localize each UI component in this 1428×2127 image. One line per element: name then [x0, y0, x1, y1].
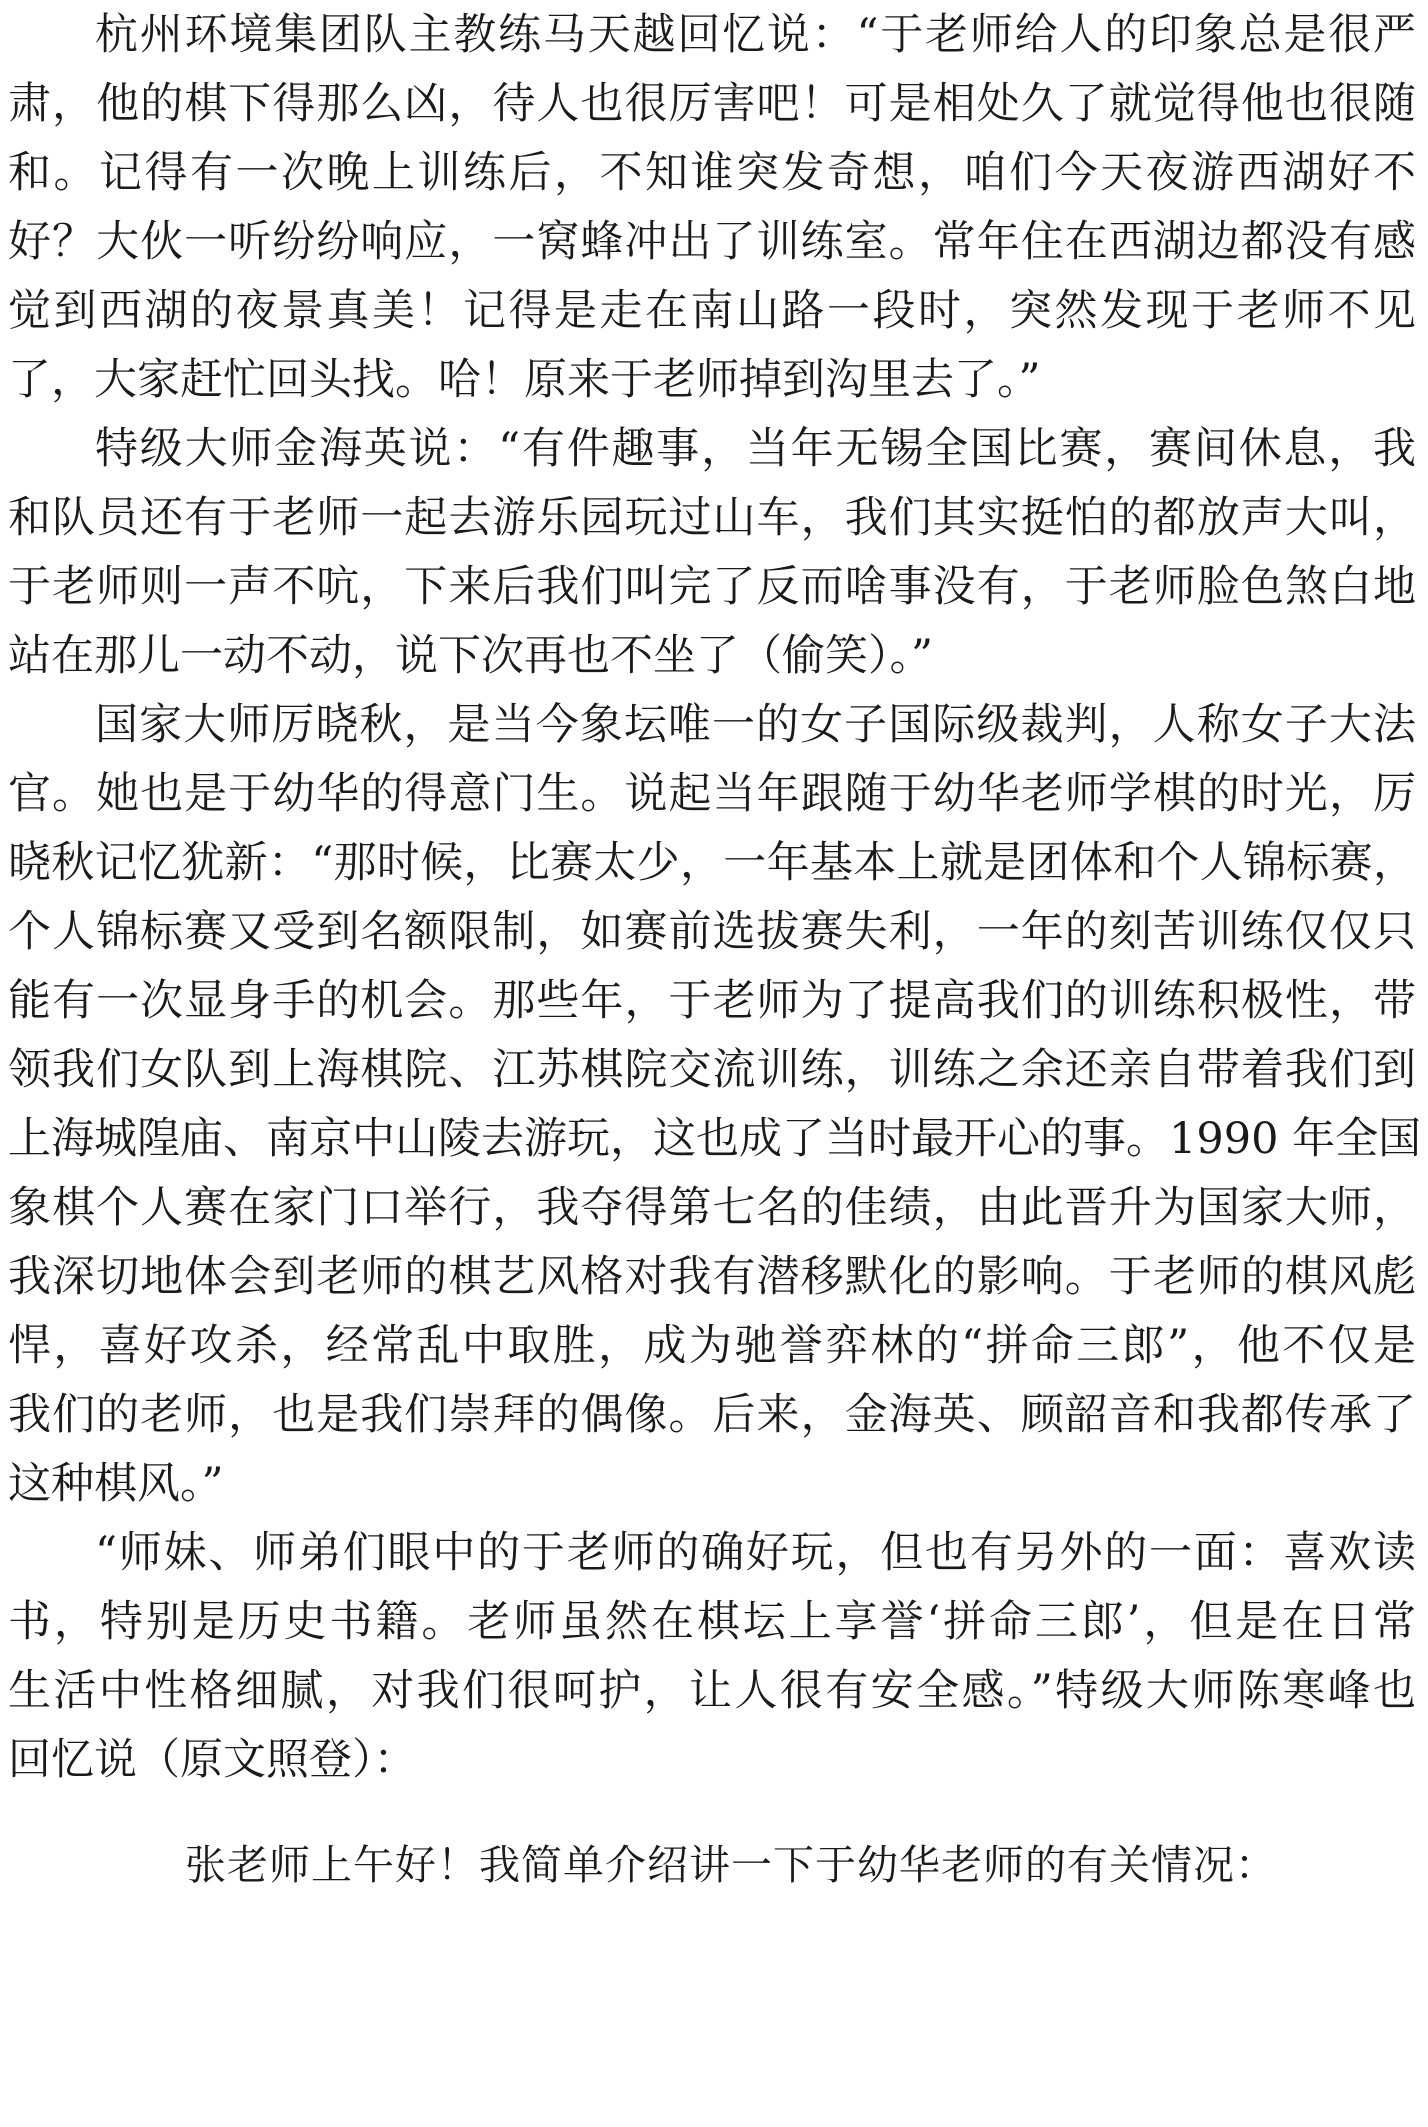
paragraph-4-line-1: “师妹、师弟们眼中的于老师的确好玩，但也有另外的一面：喜欢读 [95, 1528, 1416, 1578]
paragraph-3-line-1: 国家大师厉晓秋，是当今象坛唯一的女子国际级裁判，人称女子大法 [95, 700, 1416, 750]
paragraph-3-line-3: 晓秋记忆犹新：“那时候，比赛太少，一年基本上就是团体和个人锦标赛， [8, 838, 1416, 888]
paragraph-4-line-2: 书，特别是历史书籍。老师虽然在棋坛上享誉‘拼命三郎’，但是在日常 [8, 1597, 1416, 1647]
paragraph-2-line-2: 和队员还有于老师一起去游乐园玩过山车，我们其实挺怕的都放声大叫， [8, 493, 1416, 543]
paragraph-3-line-5: 能有一次显身手的机会。那些年，于老师为了提高我们的训练积极性，带 [8, 976, 1416, 1026]
paragraph-1-line-4: 好？大伙一听纷纷响应，一窝蜂冲出了训练室。常年住在西湖边都没有感 [8, 217, 1416, 267]
paragraph-3-line-4: 个人锦标赛又受到名额限制，如赛前选拔赛失利，一年的刻苦训练仅仅只 [8, 907, 1416, 957]
paragraph-1-line-3: 和。记得有一次晚上训练后，不知谁突发奇想，咱们今天夜游西湖好不 [8, 148, 1416, 198]
paragraph-1-line-2: 肃，他的棋下得那么凶，待人也很厉害吧！可是相处久了就觉得他也很随 [8, 79, 1416, 129]
paragraph-1-line-1: 杭州环境集团队主教练马天越回忆说：“于老师给人的印象总是很严 [95, 10, 1416, 60]
paragraph-3-line-6: 领我们女队到上海棋院、江苏棋院交流训练，训练之余还亲自带着我们到 [8, 1045, 1416, 1095]
paragraph-3-line-2: 官。她也是于幼华的得意门生。说起当年跟随于幼华老师学棋的时光，厉 [8, 769, 1416, 819]
paragraph-4-line-3: 生活中性格细腻，对我们很呵护，让人很有安全感。”特级大师陈寒峰也 [8, 1666, 1416, 1716]
paragraph-3-line-8: 象棋个人赛在家门口举行，我夺得第七名的佳绩，由此晋升为国家大师， [8, 1183, 1416, 1233]
paragraph-3-line-10: 悍，喜好攻杀，经常乱中取胜，成为驰誉弈林的“拼命三郎”，他不仅是 [8, 1321, 1416, 1371]
paragraph-2-line-4: 站在那儿一动不动，说下次再也不坐了（偷笑）。” [8, 631, 933, 681]
paragraph-3-line-7: 上海城隍庙、南京中山陵去游玩，这也成了当时最开心的事。1990 年全国 [8, 1114, 1422, 1164]
paragraph-2-line-3: 于老师则一声不吭，下来后我们叫完了反而啥事没有，于老师脸色煞白地 [8, 562, 1416, 612]
quoted-letter-opening: 张老师上午好！我简单介绍讲一下于幼华老师的有关情况： [185, 1841, 1277, 1889]
paragraph-3-line-12: 这种棋风。” [8, 1459, 224, 1509]
paragraph-3-line-9: 我深切地体会到老师的棋艺风格对我有潜移默化的影响。于老师的棋风彪 [8, 1252, 1416, 1302]
paragraph-4-line-4: 回忆说（原文照登）： [8, 1735, 417, 1785]
paragraph-1-line-5: 觉到西湖的夜景真美！记得是走在南山路一段时，突然发现于老师不见 [8, 286, 1416, 336]
paragraph-2-line-1: 特级大师金海英说：“有件趣事，当年无锡全国比赛，赛间休息，我 [95, 424, 1416, 474]
paragraph-1-line-6: 了，大家赶忙回头找。哈！原来于老师掉到沟里去了。” [8, 355, 1041, 405]
paragraph-3-line-11: 我们的老师，也是我们崇拜的偶像。后来，金海英、顾韶音和我都传承了 [8, 1390, 1416, 1440]
